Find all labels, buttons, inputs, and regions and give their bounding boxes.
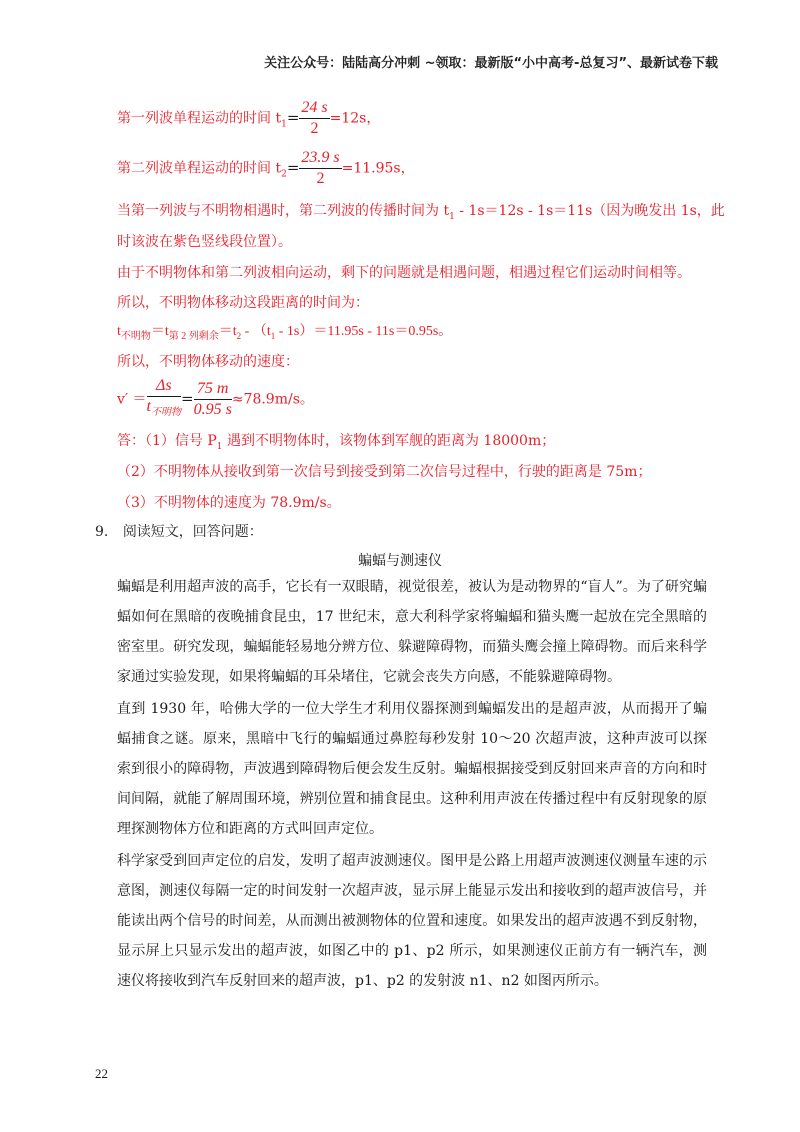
page-header: 关注公众号：陆陆高分冲刺 ~领取：最新版“小中高考-总复习”、最新试卷下载 [264, 56, 718, 71]
t2-denominator: 2 [316, 170, 325, 187]
velocity-fraction-2 [194, 379, 232, 420]
t1-denominator: 2 [310, 120, 319, 137]
t1-numerator: 24 s [299, 98, 329, 119]
time-formula-line [117, 320, 452, 342]
question-number [95, 521, 263, 541]
t1-fraction [299, 98, 329, 139]
t2-sub: 2 [281, 169, 287, 180]
t-eq-4: - 1s）＝11.95s - 11s＝0.95s。 [275, 324, 453, 339]
page-number: 22 [95, 1066, 108, 1081]
meet-text-1: 当第一列波与不明物相遇时，第二列波的传播时间为 t [117, 203, 450, 219]
t-eq-1: ＝t [150, 324, 169, 339]
answer-1-a: 答：（1）信号 P [117, 433, 217, 449]
meet-text-1-rest: - 1s＝12s - 1s＝11s（因为晚发出 1s，此 [454, 203, 725, 219]
t-symbol: t [117, 324, 121, 339]
question-number-text: 9. [95, 524, 109, 540]
t-eq-3: - （t [241, 324, 271, 339]
t1-sub: 1 [281, 119, 287, 130]
t-sub-4: 1 [270, 330, 276, 341]
answer-1-b: 遇到不明物体时，该物体到军舰的距离为 18000m； [222, 433, 556, 449]
meet-sub: 1 [449, 211, 455, 222]
answer-2: （2）不明物体从接收到第一次信号到接受到第二次信号过程中，行驶的距离是 75m； [117, 464, 652, 480]
t-letter: t [146, 398, 151, 415]
meet-line-1 [117, 200, 725, 222]
paragraph-3: 科学家受到回声定位的启发，发明了超声波测速仪。图甲是公路上用超声波测速仪测量车速的示意图，测速仪每隔一定的时间发射一次超声波，显示屏上能显示发出和接收到的超声波信号，并能读出两个信号的时间差，从而测出被测物体的位置和速度。如果发出的超声波遇不到反射物，显示屏上只显示发出的超声波，如图乙中的 p1、p2 所示，如果测速仪正前方有一辆汽车，测速仪将接收到汽车反射回来的超声波，p1、p2 的发射波 n1、n2 如图丙所示。 [117, 853, 707, 989]
t-unknown [147, 397, 181, 423]
velocity-result: ≈78.9m/s。 [231, 391, 314, 408]
t-sub-1: 不明物 [120, 330, 151, 342]
velocity-line: v′ ＝ $\frac{\Delta s}{t_{不明物}}$ = $\frac{75 m}{0.95 s}$ ≈78.9m/s。 [117, 376, 314, 423]
answer-1 [117, 430, 555, 452]
t-unknown-sub: 不明物 [151, 407, 181, 419]
t2-line: 第二列波单程运动的时间 $t_2=$ $\frac{23.9 s}{2}$ =11.95s， [117, 149, 415, 187]
time-value: 0.95 s [193, 401, 232, 419]
t-sub-3: 2 [236, 330, 242, 341]
velocity-label: v′ ＝ [117, 391, 147, 408]
t2-fraction [299, 148, 341, 189]
relative-motion-line: 由于不明物体和第二列波相向运动，剩下的问题就是相遇问题，相遇过程它们运动时间相等。 [117, 265, 691, 281]
t-sub-2: 第 2 列剩余 [168, 330, 219, 342]
distance-value: 75 m [194, 379, 232, 400]
velocity-fraction-1 [147, 376, 181, 423]
speed-intro-line: 所以，不明物体移动的速度： [117, 354, 299, 370]
answer-1-sub: 1 [216, 441, 223, 452]
delta-s: Δs [147, 376, 181, 397]
meet-line-2: 时该波在紫色竖线段位置）。 [117, 234, 292, 250]
t2-result: =11.95s， [341, 160, 415, 177]
time-intro-line: 所以，不明物体移动这段距离的时间为： [117, 295, 369, 311]
paragraph-1: 蝙蝠是利用超声波的高手，它长有一双眼睛，视觉很差，被认为是动物界的“盲人”。为了研究蝙蝠如何在黑暗的夜晚捕食昆虫，17 世纪末，意大利科学家将蝙蝠和猫头鹰一起放在完全黑暗的密室里。研究发现，蝙蝠能轻易地分辨方位、躲避障碍物，而猫头鹰会撞上障碍物。而后来科学家通过实验发现，如果将蝙蝠的耳朵堵住，它就会丧失方向感，不能躲避障碍物。 [117, 579, 707, 685]
t2-numerator: 23.9 s [299, 148, 341, 169]
t1-label: 第一列波单程运动的时间 t [117, 110, 282, 127]
t2-label: 第二列波单程运动的时间 t [117, 160, 282, 177]
question-prompt: 阅读短文，回答问题： [122, 524, 263, 540]
t1-line: 第一列波单程运动的时间 $t_1=$ $\frac{24 s}{2}$ =12s， [117, 99, 381, 137]
t-eq-2: ＝t [218, 324, 237, 339]
t1-result: =12s， [329, 110, 381, 127]
answer-3: （3）不明物体的速度为 78.9m/s。 [117, 495, 341, 511]
article-title: 蝙蝠与测速仪 [358, 553, 442, 569]
paragraph-2: 直到 1930 年，哈佛大学的一位大学生才利用仪器探测到蝙蝠发出的是超声波，从而揭开了蝙蝠捕食之谜。原来，黑暗中飞行的蝙蝠通过鼻腔每秒发射 10～20 次超声波，这种声波可以探索到很小的障碍物，声波遇到障碍物后便会发生反射。蝙蝠根据接受到反射回来声音的方向和时间间隔，就能了解周围环境，辨别位置和捕食昆虫。这种利用声波在传播过程中有反射现象的原理探测物体方位和距离的方式叫回声定位。 [117, 701, 707, 837]
